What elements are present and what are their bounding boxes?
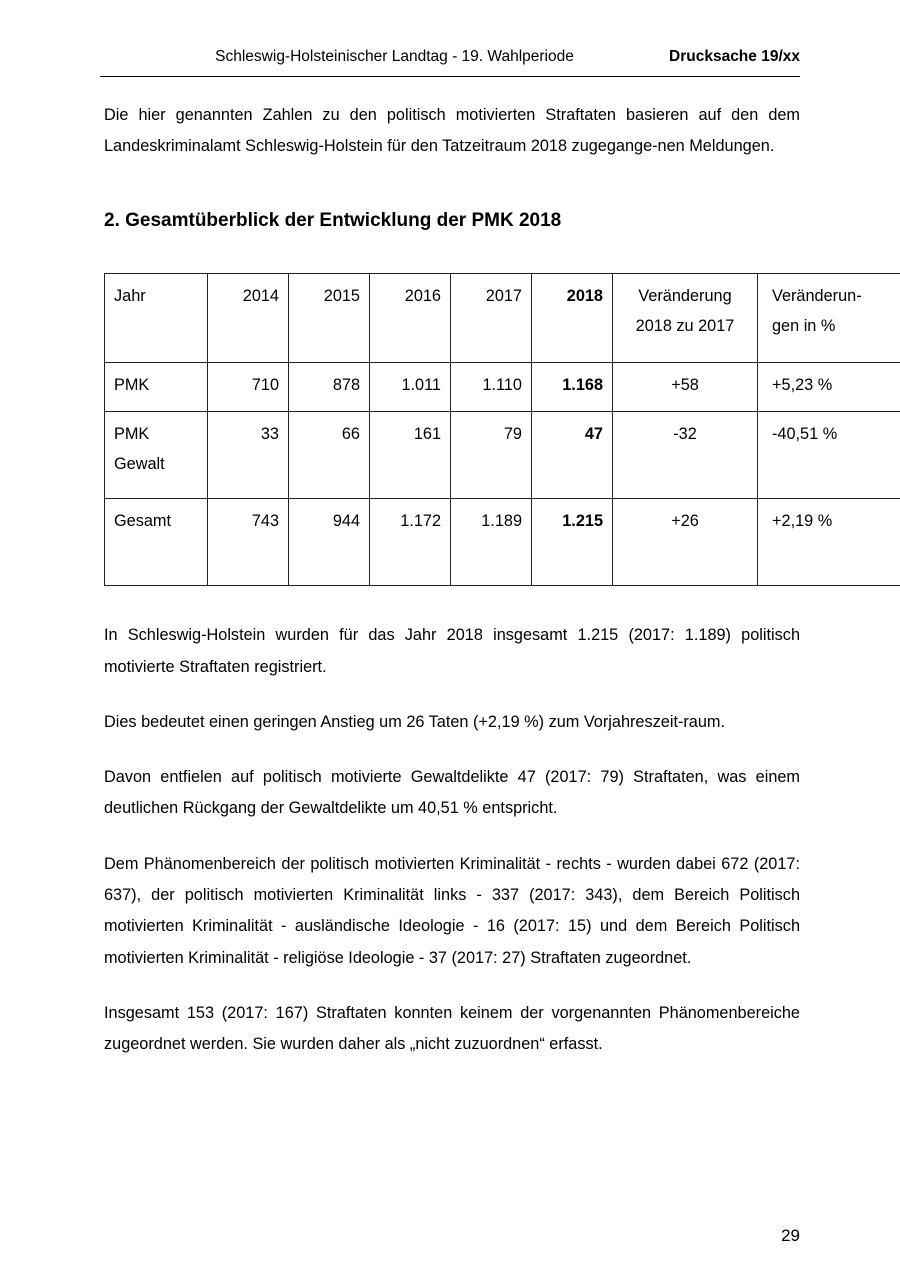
paragraph-phenomenon-areas: Dem Phänomenbereich der politisch motivierten Kriminalität - rechts - wurden dabei 672 (2017: 637), der politisch motivierten Kriminalität links - 337 (2017: 343), dem Bereich Politisch motivierten Kriminalität - ausländische Ideologie - 16 (2017: 15) und dem Bereich Politisch motivierten Kriminalität - religiöse Ideologie - 37 (2017: 27) Straftaten zugeordnet.: [104, 854, 800, 967]
row-label-gesamt: Gesamt: [105, 499, 208, 586]
table-row: [105, 499, 900, 586]
header-cell-percent: [758, 274, 900, 363]
paragraph-total-offences: In Schleswig-Holstein wurden für das Jahr 2018 insgesamt 1.215 (2017: 1.189) politisch motivierte Straftaten registriert.: [104, 626, 800, 676]
paragraph-violent-offences: Davon entfielen auf politisch motivierte Gewaltdelikte 47 (2017: 79) Straftaten, was einem deutlichen Rückgang der Gewaltdelikte um 40,51 % entspricht.: [104, 768, 800, 818]
pmk-overview-table: [104, 273, 900, 586]
cell-pmk-2018: 1.168: [532, 363, 613, 412]
cell-gewalt-change: -32: [613, 412, 758, 499]
header-document-number: Drucksache 19/xx: [669, 48, 800, 65]
header-cell-2015: 2015: [289, 274, 370, 363]
cell-pmk-change: +58: [613, 363, 758, 412]
table-row: [105, 412, 900, 499]
cell-pmk-2015: 878: [289, 363, 370, 412]
cell-gewalt-2016: 161: [370, 412, 451, 499]
header-divider: [100, 76, 800, 77]
header-percent-line2: gen in %: [772, 317, 836, 336]
header-percent-line1: Veränderun-: [772, 287, 862, 306]
table-row: [105, 363, 900, 412]
cell-gewalt-2015: 66: [289, 412, 370, 499]
row-label-line2: Gewalt: [114, 455, 165, 474]
cell-pmk-2017: 1.110: [451, 363, 532, 412]
header-change-line2: 2018 zu 2017: [635, 317, 735, 336]
cell-gesamt-2015: 944: [289, 499, 370, 586]
header-cell-2016: 2016: [370, 274, 451, 363]
document-content: [104, 100, 862, 1060]
cell-gewalt-2014: 33: [208, 412, 289, 499]
cell-gesamt-2016: 1.172: [370, 499, 451, 586]
table-header-row: [105, 274, 900, 363]
cell-pmk-2014: 710: [208, 363, 289, 412]
paragraph-increase: Dies bedeutet einen geringen Anstieg um 26 Taten (+2,19 %) zum Vorjahreszeit-raum.: [104, 712, 726, 731]
cell-gesamt-2014: 743: [208, 499, 289, 586]
row-label-pmk-gewalt: [105, 412, 208, 499]
cell-pmk-2016: 1.011: [370, 363, 451, 412]
header-cell-2014: 2014: [208, 274, 289, 363]
cell-gesamt-change: +26: [613, 499, 758, 586]
body-paragraphs: [104, 620, 800, 1060]
row-label-line1: PMK: [114, 425, 150, 444]
cell-gewalt-percent: -40,51 %: [758, 412, 900, 499]
header-cell-2018: 2018: [532, 274, 613, 363]
cell-gesamt-2017: 1.189: [451, 499, 532, 586]
cell-gewalt-2018: 47: [532, 412, 613, 499]
header-change-line1: Veränderung: [638, 287, 732, 306]
cell-gesamt-2018: 1.215: [532, 499, 613, 586]
header-cell-change: [613, 274, 758, 363]
paragraph-unassigned: Insgesamt 153 (2017: 167) Straftaten konnten keinem der vorgenannten Phänomenbereiche zugeordnet werden. Sie wurden daher als „nicht zuzuordnen“ erfasst.: [104, 1003, 800, 1054]
header-cell-label: Jahr: [105, 274, 208, 363]
header-title-left: Schleswig-Holsteinischer Landtag - 19. Wahlperiode: [215, 48, 574, 65]
header-cell-2017: 2017: [451, 274, 532, 363]
row-label-pmk: PMK: [105, 363, 208, 412]
section-heading: 2. Gesamtüberblick der Entwicklung der PMK 2018: [104, 209, 562, 231]
intro-paragraph: Die hier genannten Zahlen zu den politisch motivierten Straftaten basieren auf den dem Landeskriminalamt Schleswig-Holstein für den Tatzeitraum 2018 zugegange-nen Meldungen.: [104, 106, 800, 156]
cell-gesamt-percent: +2,19 %: [758, 499, 900, 586]
page-header: [100, 48, 800, 66]
cell-gewalt-2017: 79: [451, 412, 532, 499]
cell-pmk-percent: +5,23 %: [758, 363, 900, 412]
page-number: 29: [781, 1226, 800, 1245]
